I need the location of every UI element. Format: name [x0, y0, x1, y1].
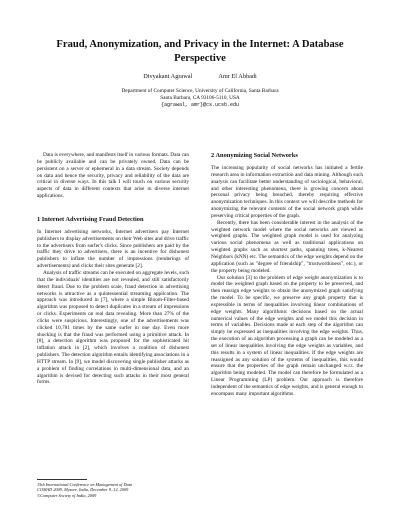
section-heading: 1 Internet Advertising Fraud Detection [37, 215, 144, 223]
author-email: {agrawal, amr}@cs.ucsb.edu [160, 102, 239, 109]
author-name: Amr El Abbadi [218, 73, 257, 80]
body-paragraph: In Internet advertising networks, Internet advertisers pay Internet publishers to display advertisements on their Web sites and drive traffic to the advertisers from surfer's clicks. Since publishers are paid by the traffic they drive to advertisers, there is an incentive for dishonest publishers to inflate the number of impressions (renderings of advertisements) and clicks their sites generate [2]. [37, 228, 189, 270]
author-list [40, 73, 360, 80]
footnote [37, 479, 189, 498]
section-heading: 2 Anonymizing Social Networks [211, 152, 298, 159]
abstract-paragraph: Data is everywhere, and manifests itself in various formats. Data can be publicly available and can be privately owned. Data can be persistent on a server or ephemeral in a data stream. Society depends on data and hence the security, privacy and reliability of the data are critical in diverse ways. In this talk I will touch on various security aspects of data in different contexts that arise in diverse internet applications. [37, 152, 189, 200]
body-paragraph: Analysis of traffic streams can be executed on aggregate levels, such that the individuals' identities are not revealed, and still satisfactorily detect fraud. Due to the problem scale, fraud detection in advertising networks is attractive as a quintessential streaming application. The approach was introduced in [7], where a simple Bloom-Filter-based algorithm was proposed to detect duplicates in a stream of impressions or clicks. Experiments on real data revealing. More than 27% of the clicks were suspicious. Interestingly, one of the advertisements was clicked 10,781 times by the same surfer in one day. Even more shocking is that the fraud was performed using a primitive attack. In [8], a detection algorithm was proposed for the sophisticated hit inflation attack in [2], which involves a coalition of dishonest publishers. The detection algorithm entails identifying associations in a HTTP stream. In [9], we model discovering single publisher attacks as a problem of finding correlations in multi-dimensional data, and an algorithm is devised for detecting such attacks in their most general forms. [37, 269, 189, 386]
body-paragraph: The increasing popularity of social networks has initiated a fertile research area in information extraction and data mining. Although such analysis can facilitate better understanding of sociological, behavioral, and other interesting phenomena, there is growing concern about personal privacy being breached, thereby requiring effective anonymization techniques. In this context we will describe methods for anonymizing the relevant contents of the social network graph while preserving critical properties of the graph. [211, 165, 363, 219]
footnote-venue: COMAD 2009, Mysore, India, December 9–12, 2009 [37, 487, 129, 493]
affiliation-department: Department of Computer Science, University of California, Santa Barbara [121, 88, 279, 94]
author-name: Divyakant Agrawal [143, 73, 193, 80]
left-column [37, 152, 189, 386]
right-column [211, 152, 363, 398]
footnote-conference: 15th International Conference on Management of Data [37, 482, 133, 487]
affiliation-address: Santa Barbara, CA 93106-5110, USA [160, 95, 240, 102]
footnote-rule [37, 479, 87, 480]
paper-title: Fraud, Anonymization, and Privacy in the Internet: A Database Perspective [56, 39, 344, 64]
affiliation [40, 88, 360, 110]
body-paragraph: Recently, there has been considerable interest in the analysis of the weighted network model where the social networks are viewed as weighted graphs. The weighted graph model is used for analyzing various social phenomena as well as traditional applications on weighted graphs such as shortest paths, spanning trees, k-Nearest Neighbors (kNN) etc. The semantics of the edge weights depend on the application (such as "degree of friendship", "trustworthiness", etc.), or the property being modeled. [211, 219, 363, 274]
footnote-copyright: ©Computer Society of India, 2009 [37, 492, 97, 498]
body-paragraph: Our solution [3] to the problem of edge weight anonymization is to model the weighted graph based on the property to be preserved, and then reassign edge weights to obtain the anonymized graph satisfying the model. To be specific, we preserve any graph property that is expressible in terms of inequalities involving linear combinations of edge weights. Many algorithmic decisions based on the actual numerical values of the edge weights and we model this decision in terms of variables. Decisions made at each step of the algorithm can simply be expressed as inequalities involving the edge weights. Thus, the execution of an algorithm processing a graph can be modeled as a set of linear inequalities involving the edge weights as variables, and this results in a system of linear inequalities. If the edge weights are reassigned as any solution of the systems of inequalities, this would ensure that the properties of the graph remain unchanged w.r.t. the algorithm being modeled. The model can therefore be formulated as a Linear Programming (LP) problem. Our approach is therefore independent of the semantics of edge weights, and is general enough to encompass many important algorithms. [211, 274, 363, 397]
abstract [37, 152, 189, 200]
